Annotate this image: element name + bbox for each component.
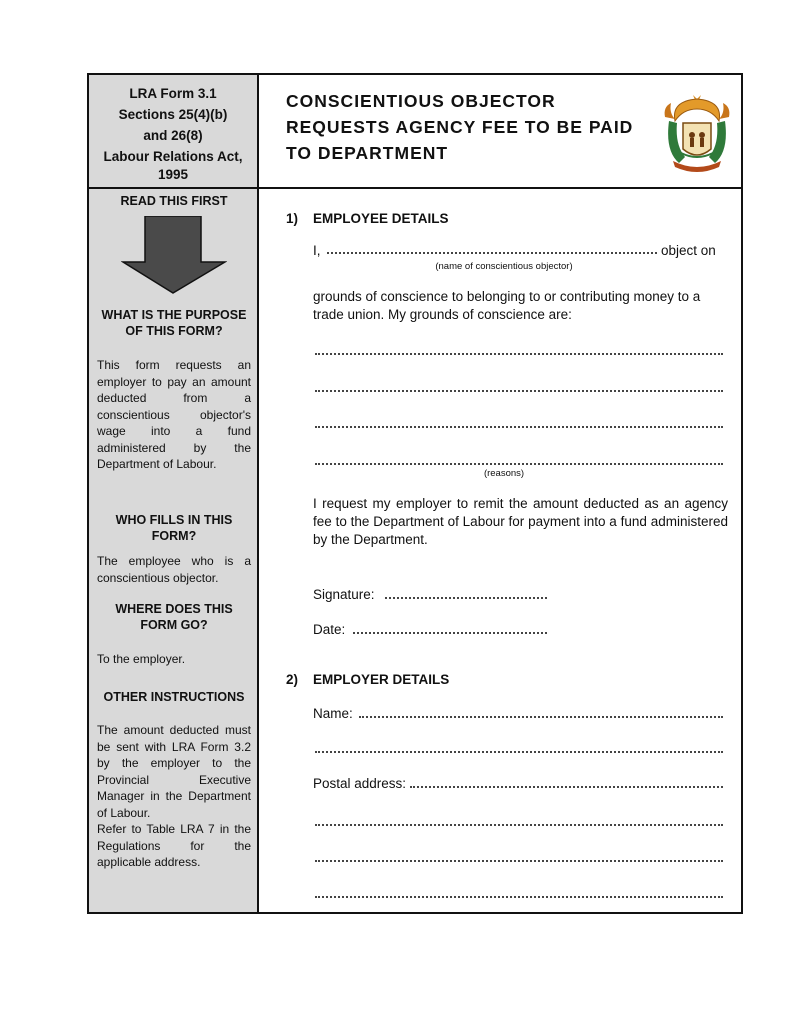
- request-text: I request my employer to remit the amount deducted as an agency fee to the Department of Labour for payment into a fund administered by the Department.: [313, 496, 728, 547]
- where-goes-text: To the employer.: [97, 652, 186, 666]
- employer-name-field[interactable]: [359, 714, 723, 718]
- form-ref-line: and 26(8): [143, 128, 203, 143]
- form-ref-line: Sections 25(4)(b): [118, 107, 228, 122]
- form-ref-line: 1995: [157, 167, 189, 182]
- grounds-text: grounds of conscience to belonging to or contributing money to a trade union. My grounds of conscience are:: [313, 289, 701, 322]
- postal-address-line-3[interactable]: [315, 858, 723, 862]
- other-instructions-heading: OTHER INSTRUCTIONS: [103, 690, 245, 704]
- section-1-number: 1): [286, 211, 299, 226]
- signature-label: Signature:: [313, 587, 375, 602]
- postal-address-field[interactable]: [410, 784, 723, 788]
- employer-name-line-2[interactable]: [315, 749, 723, 753]
- other-instructions-text-2: Refer to Table LRA 7 in the Regulations for the applicable address.: [97, 822, 251, 869]
- who-fills-heading: WHO FILLS IN THIS FORM?: [115, 513, 233, 543]
- purpose-text: This form requests an employer to pay an amount deducted from a conscientious objector's wage into a fund administered by the Department of Labour.: [97, 358, 251, 471]
- form-header: [259, 75, 741, 189]
- postal-address-line-4[interactable]: [315, 894, 723, 898]
- signature-field[interactable]: [385, 595, 547, 599]
- reasons-hint: (reasons): [483, 468, 525, 479]
- form-ref-line: LRA Form 3.1: [129, 86, 217, 101]
- postal-address-line-2[interactable]: [315, 822, 723, 826]
- read-first-heading: READ THIS FIRST: [120, 194, 228, 208]
- form-ref-line: Labour Relations Act,: [103, 149, 243, 164]
- purpose-heading: WHAT IS THE PURPOSE OF THIS FORM?: [101, 308, 247, 338]
- object-on-text: object on: [661, 243, 716, 258]
- lra-form: [87, 73, 743, 914]
- where-goes-heading: WHERE DOES THIS FORM GO?: [115, 602, 233, 632]
- coat-of-arms-icon: [661, 91, 733, 173]
- date-label: Date:: [313, 622, 346, 637]
- employer-name-label: Name:: [313, 706, 353, 721]
- reasons-line-2[interactable]: [315, 388, 723, 392]
- form-title: CONSCIENTIOUS OBJECTOR REQUESTS AGENCY FEE TO BE PAID TO DEPARTMENT: [286, 91, 634, 163]
- section-2-number: 2): [286, 672, 299, 687]
- postal-address-label: Postal address:: [313, 776, 407, 791]
- section-1-title: EMPLOYEE DETAILS: [313, 211, 449, 226]
- down-arrow-icon: [121, 216, 227, 294]
- i-prefix: I,: [313, 243, 321, 258]
- form-reference: [89, 75, 257, 189]
- reasons-line-4[interactable]: [315, 461, 723, 465]
- who-fills-text: The employee who is a conscientious objector.: [97, 554, 251, 585]
- date-field[interactable]: [353, 630, 547, 634]
- name-hint: (name of conscientious objector): [435, 261, 573, 272]
- section-2-title: EMPLOYER DETAILS: [313, 672, 450, 687]
- other-instructions-text: The amount deducted must be sent with LRA Form 3.2 by the employer to the Provincial Executive Manager in the Department of Labour.: [97, 723, 251, 820]
- objector-name-field[interactable]: [327, 250, 657, 254]
- reasons-line-3[interactable]: [315, 424, 723, 428]
- reasons-line-1[interactable]: [315, 351, 723, 355]
- instructions-sidebar: [89, 75, 259, 912]
